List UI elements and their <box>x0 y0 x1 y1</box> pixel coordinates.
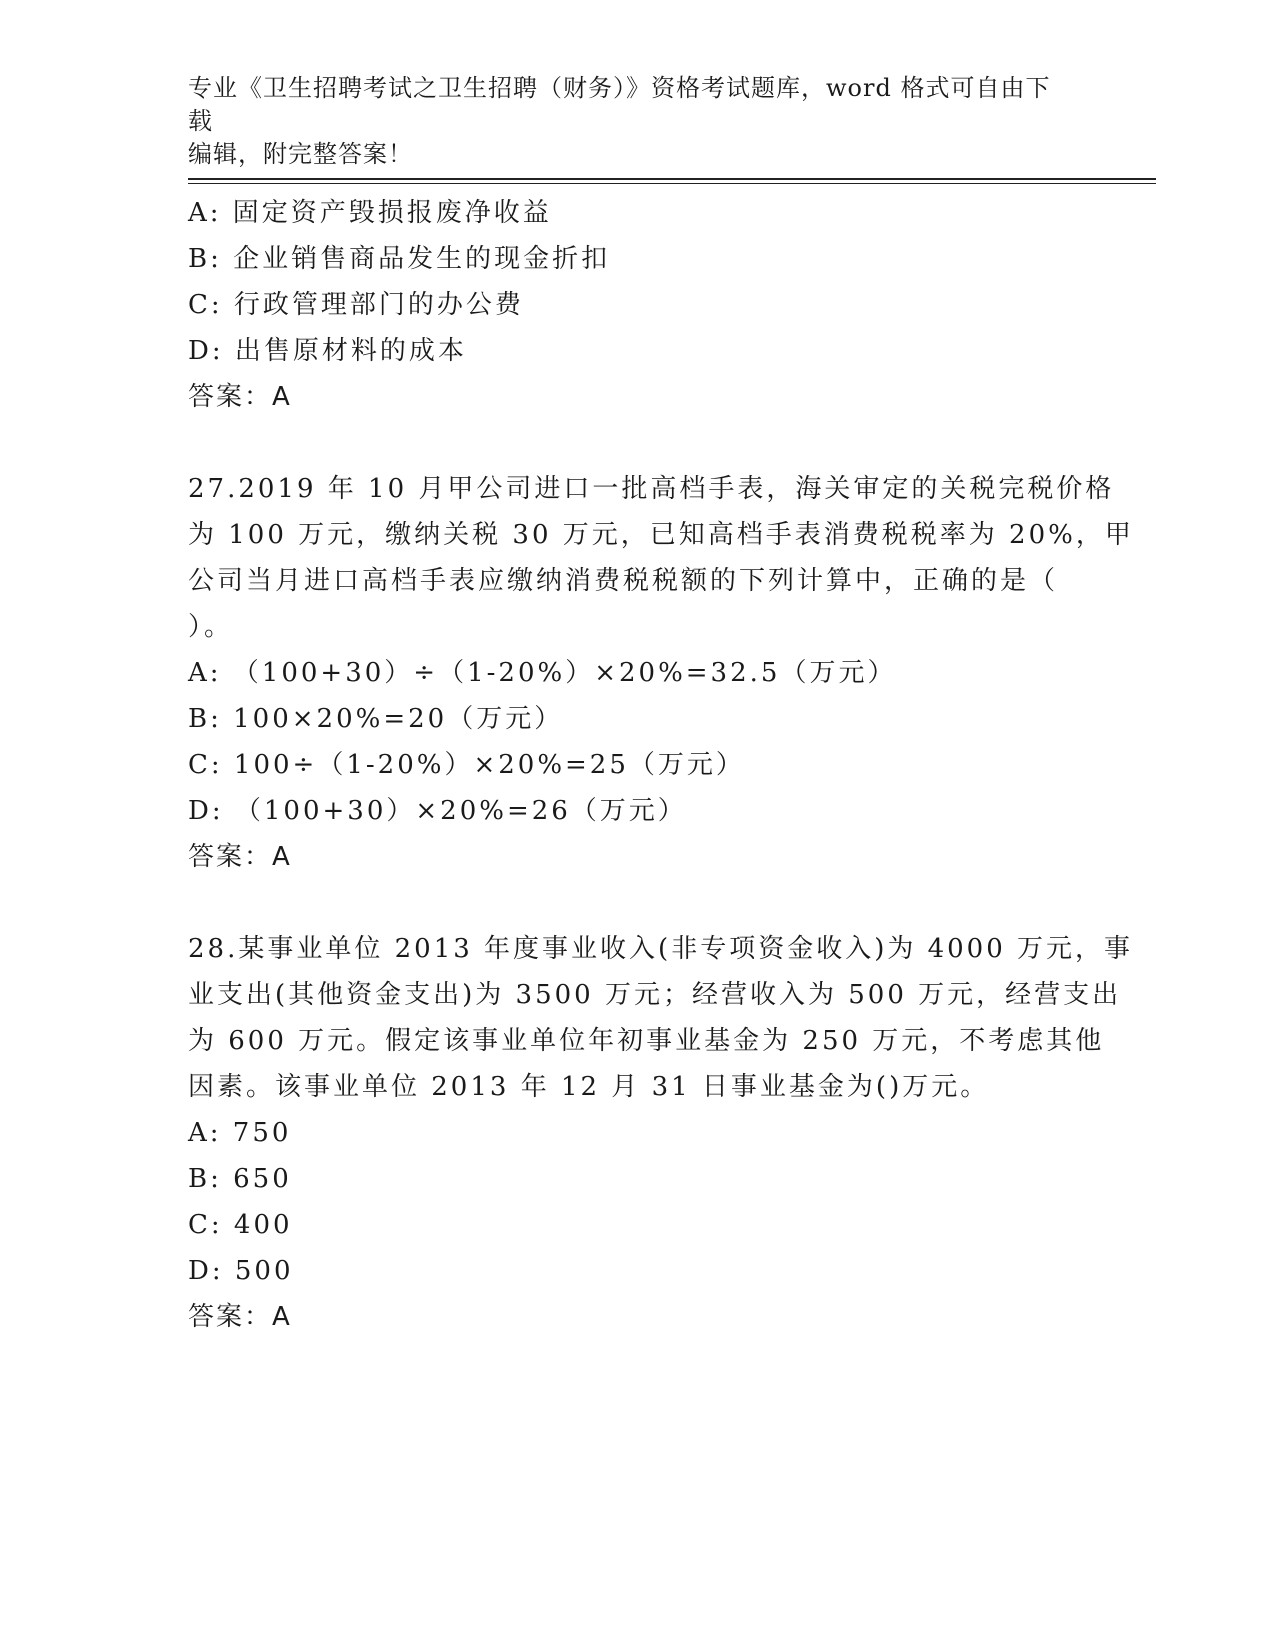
header-line-2: 编辑，附完整答案！ <box>188 140 413 168</box>
question-stem-line: ）。 <box>188 612 234 642</box>
question-28 <box>188 926 1134 1340</box>
question-stem-line: 27.2019 年 10 月甲公司进口一批高档手表，海关审定的关税完税价格 <box>188 474 1115 504</box>
option-b: B: 企业销售商品发生的现金折扣 <box>188 244 611 274</box>
answer: 答案：A <box>188 1302 292 1332</box>
option-d: D: 500 <box>188 1256 294 1286</box>
option-a: A: 750 <box>188 1118 292 1148</box>
question-stem-line: 公司当月进口高档手表应缴纳消费税税额的下列计算中，正确的是（ <box>188 566 1059 596</box>
option-a: A: 固定资产毁损报废净收益 <box>188 198 552 228</box>
question-stem-line: 因素。该事业单位 2013 年 12 月 31 日事业基金为()万元。 <box>188 1072 990 1102</box>
option-c: C: 100÷（1-20%）×20%=25（万元） <box>188 750 745 780</box>
answer: 答案：A <box>188 382 292 412</box>
question-list <box>188 190 1134 1340</box>
option-b: B: 100×20%=20（万元） <box>188 704 564 734</box>
header-line-1: 专业《卫生招聘考试之卫生招聘（财务）》资格考试题库，word 格式可自由下载 <box>188 74 1051 135</box>
header-rule-thin <box>188 183 1156 184</box>
question-stem-line: 业支出(其他资金支出)为 3500 万元；经营收入为 500 万元，经营支出 <box>188 980 1122 1010</box>
option-d: D: 出售原材料的成本 <box>188 336 467 366</box>
question-stem-line: 为 600 万元。假定该事业单位年初事业基金为 250 万元，不考虑其他 <box>188 1026 1105 1056</box>
option-a: A: （100+30）÷（1-20%）×20%=32.5（万元） <box>188 658 897 688</box>
document-header <box>188 72 1068 171</box>
answer: 答案：A <box>188 842 292 872</box>
question-26 <box>188 190 1078 420</box>
option-d: D: （100+30）×20%=26（万元） <box>188 796 687 826</box>
header-rule-thick <box>188 178 1156 180</box>
option-c: C: 行政管理部门的办公费 <box>188 290 524 320</box>
option-b: B: 650 <box>188 1164 292 1194</box>
question-27 <box>188 466 1134 880</box>
question-stem-line: 28.某事业单位 2013 年度事业收入(非专项资金收入)为 4000 万元，事 <box>188 934 1134 964</box>
option-c: C: 400 <box>188 1210 293 1240</box>
question-stem-line: 为 100 万元，缴纳关税 30 万元，已知高档手表消费税税率为 20%，甲 <box>188 520 1134 550</box>
